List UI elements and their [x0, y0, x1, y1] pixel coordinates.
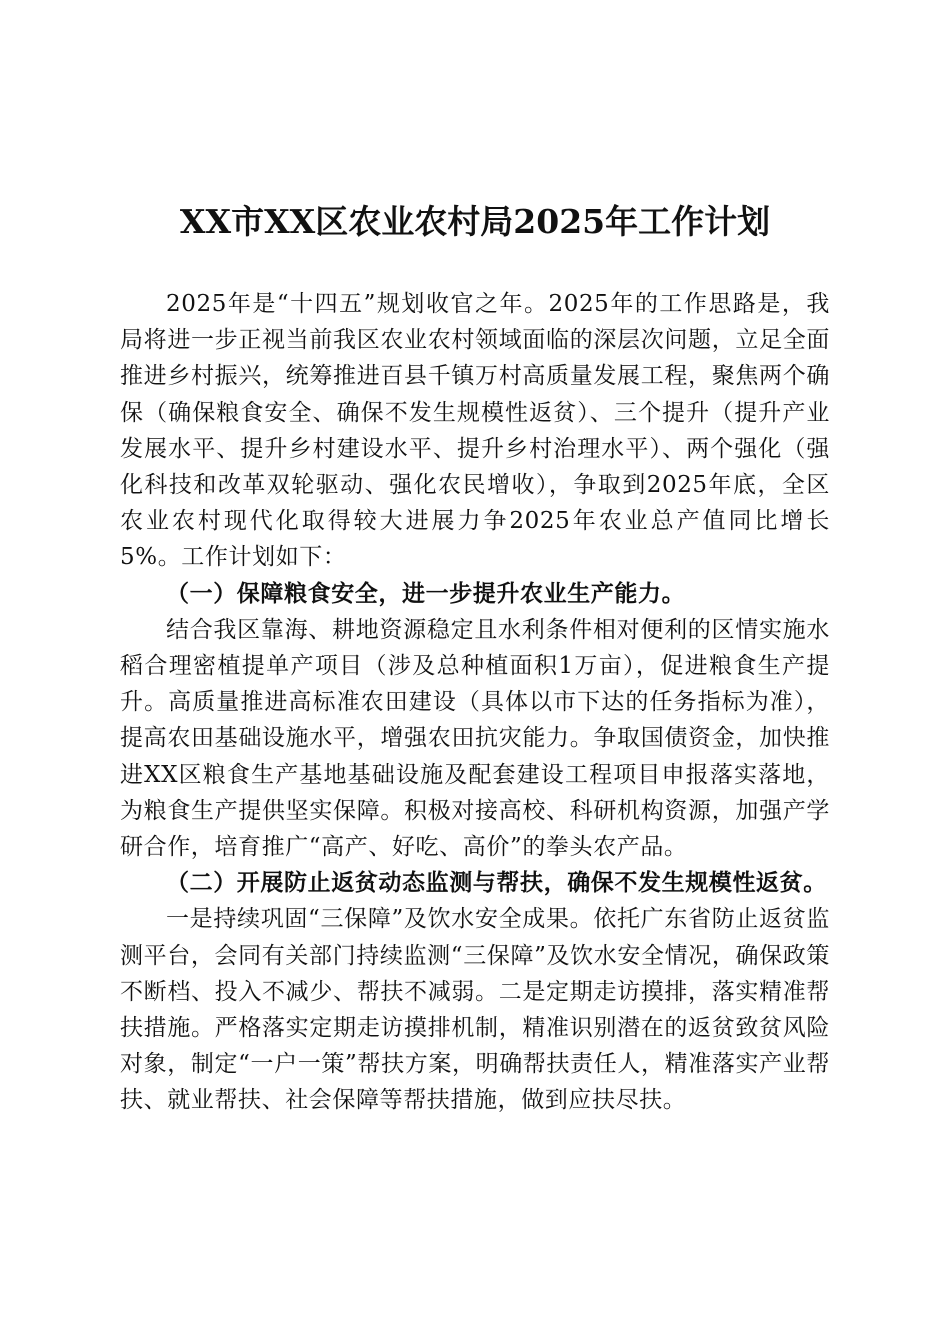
- section-2-paragraph: 一是持续巩固“三保障”及饮水安全成果。依托广东省防止返贫监测平台，会同有关部门持续监测“三保障”及饮水安全情况，确保政策不断档、投入不减少、帮扶不减弱。二是定期走访摸排，落实精准帮扶措施。严格落实定期走访摸排机制，精准识别潜在的返贫致贫风险对象，制定“一户一策”帮扶方案，明确帮扶责任人，精准落实产业帮扶、就业帮扶、社会保障等帮扶措施，做到应扶尽扶。: [120, 906, 830, 1114]
- document-body: [120, 286, 830, 1119]
- document-title: XX市XX区农业农村局2025年工作计划: [179, 202, 771, 241]
- section-2-heading: （二）开展防止返贫动态监测与帮扶，确保不发生规模性返贫。: [166, 869, 827, 897]
- intro-paragraph: 2025年是“十四五”规划收官之年。2025年的工作思路是，我局将进一步正视当前我区农业农村领域面临的深层次问题，立足全面推进乡村振兴，统筹推进百县千镇万村高质量发展工程，聚焦两个确保（确保粮食安全、确保不发生规模性返贫）、三个提升（提升产业发展水平、提升乡村建设水平、提升乡村治理水平）、两个强化（强化科技和改革双轮驱动、强化农民增收），争取到2025年底，全区农业农村现代化取得较大进展力争2025年农业总产值同比增长5%。工作计划如下：: [120, 291, 830, 571]
- section-1-paragraph: 结合我区靠海、耕地资源稳定且水利条件相对便利的区情实施水稻合理密植提单产项目（涉及总种植面积1万亩），促进粮食生产提升。高质量推进高标准农田建设（具体以市下达的任务指标为准），提高农田基础设施水平，增强农田抗灾能力。争取国债资金，加快推进XX区粮食生产基地基础设施及配套建设工程项目申报落实落地，为粮食生产提供坚实保障。积极对接高校、科研机构资源，加强产学研合作，培育推广“高产、好吃、高价”的拳头农产品。: [120, 616, 830, 861]
- section-1-heading: （一）保障粮食安全，进一步提升农业生产能力。: [166, 579, 686, 607]
